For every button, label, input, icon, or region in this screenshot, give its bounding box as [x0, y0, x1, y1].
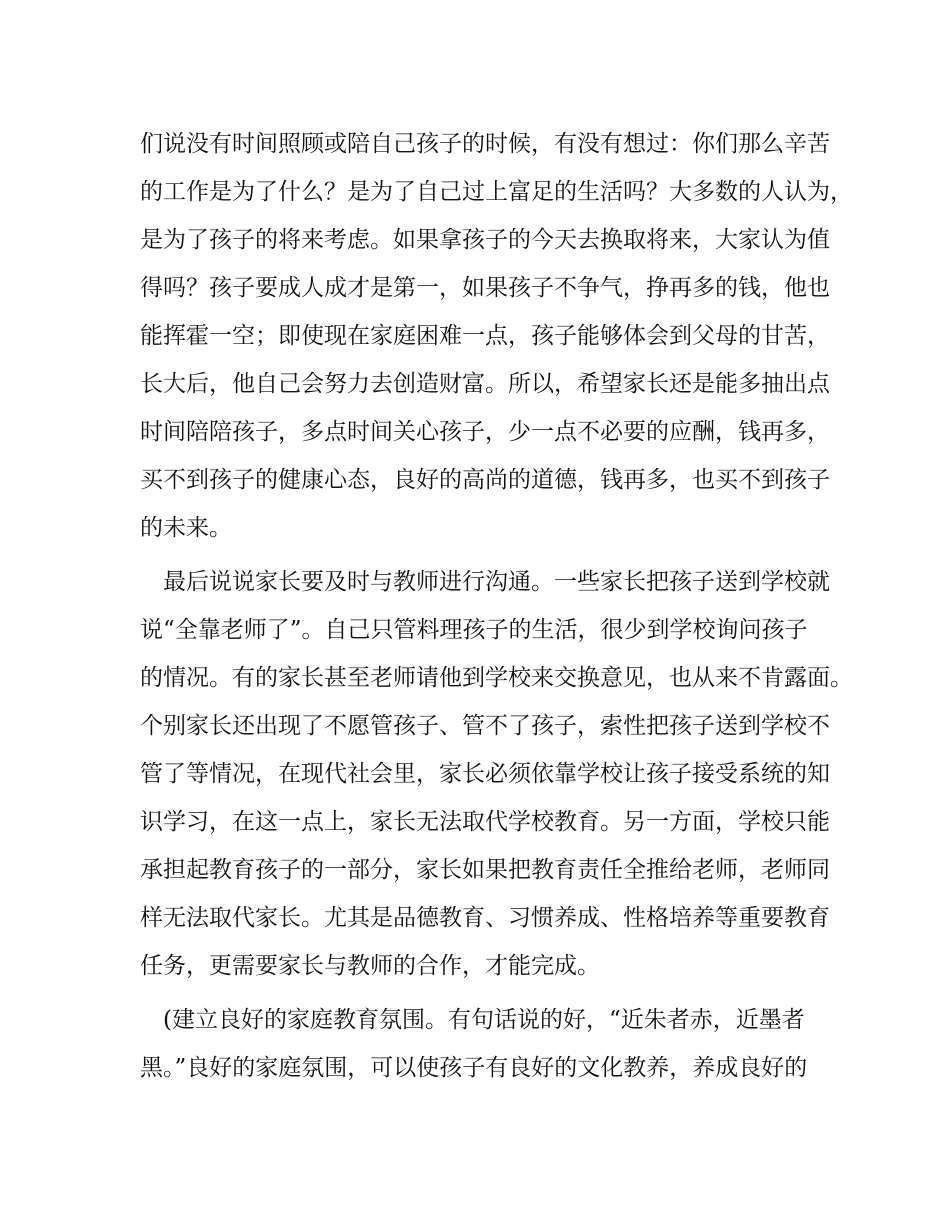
- text-line: 得吗？孩子要成人成才是第一，如果孩子不争气，挣再多的钱，他也: [140, 275, 830, 301]
- text-line: 买不到孩子的健康心态，良好的高尚的道德，钱再多，也买不到孩子: [140, 467, 830, 493]
- text-line: 个别家长还出现了不愿管孩子、管不了孩子，索性把孩子送到学校不: [140, 713, 830, 739]
- text-line: 样无法取代家长。尤其是品德教育、习惯养成、性格培养等重要教育: [140, 905, 830, 931]
- text-line: 任务，更需要家长与教师的合作，才能完成。: [140, 953, 600, 979]
- text-line: 承担起教育孩子的一部分，家长如果把教育责任全推给老师，老师同: [140, 857, 830, 883]
- text-line: 识学习，在这一点上，家长无法取代学校教育。另一方面，学校只能: [140, 809, 830, 835]
- text-line: 的未来。: [140, 515, 232, 541]
- text-line: 管了等情况，在现代社会里，家长必须依靠学校让孩子接受系统的知: [140, 761, 830, 787]
- text-line: 黑。”良好的家庭氛围，可以使孩子有良好的文化教养，养成良好的: [140, 1055, 808, 1081]
- text-line: 说“全靠老师了”。自己只管料理孩子的生活，很少到学校询问孩子: [140, 617, 808, 643]
- text-line: 的情况。有的家长甚至老师请他到学校来交换意见，也从来不肯露面。: [140, 665, 853, 691]
- text-line: 是为了孩子的将来考虑。如果拿孩子的今天去换取将来，大家认为值: [140, 227, 830, 253]
- text-line: 的工作是为了什么？是为了自己过上富足的生活吗？大多数的人认为，: [140, 179, 853, 205]
- text-line: 长大后，他自己会努力去创造财富。所以，希望家长还是能多抽出点: [140, 371, 830, 397]
- text-line: 们说没有时间照顾或陪自己孩子的时候，有没有想过：你们那么辛苦: [140, 131, 830, 157]
- text-line: 能挥霍一空；即使现在家庭困难一点，孩子能够体会到父母的甘苦，: [140, 323, 830, 349]
- text-line: 最后说说家长要及时与教师进行沟通。一些家长把孩子送到学校就: [140, 569, 830, 595]
- document-body: [140, 120, 853, 1092]
- text-line: (建立良好的家庭教育氛围。有句话说的好，“近朱者赤，近墨者: [140, 1007, 805, 1033]
- text-line: 时间陪陪孩子，多点时间关心孩子，少一点不必要的应酬，钱再多，: [140, 419, 830, 445]
